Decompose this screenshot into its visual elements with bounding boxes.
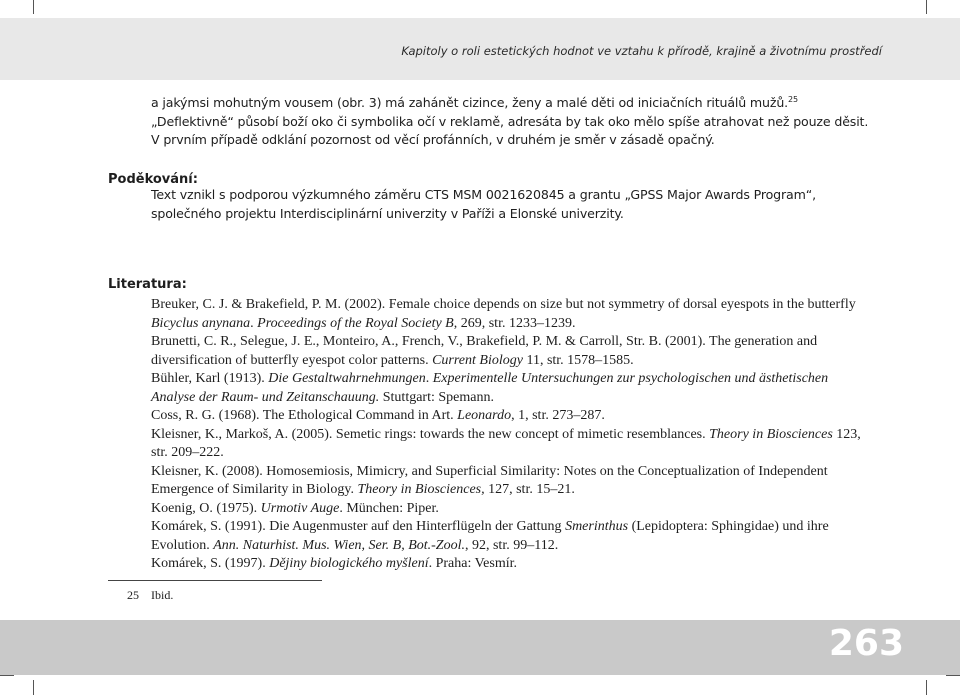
crop-mark	[926, 680, 927, 695]
reference-item: Kleisner, K. (2008). Homosemiosis, Mimicry, and Superficial Similarity: Notes on the Conceptualization of Independent Emergence of Similarity in Biology. Theory in Biosciences, 127, str. 15–21.	[151, 463, 828, 497]
footnote-ref: 25	[788, 94, 798, 104]
footnote	[127, 588, 173, 603]
crop-mark	[926, 0, 927, 14]
reference-list	[151, 296, 869, 574]
reference-item: Komárek, S. (1997). Dějiny biologického myšlení. Praha: Vesmír.	[151, 556, 518, 571]
intro-text: a jakýmsi mohutným vousem (obr. 3) má zahánět cizince, ženy a malé děti od iniciačních rituálů mužů.	[151, 95, 789, 110]
footnote-number: 25	[127, 588, 139, 602]
reference-item: Koenig, O. (1975). Urmotiv Auge. München: Piper.	[151, 500, 439, 516]
crop-mark	[0, 675, 14, 676]
crop-mark	[33, 680, 34, 695]
reference-item: Brunetti, C. R., Selegue, J. E., Monteiro, A., French, V., Brakefield, P. M. & Carroll, Str. B. (2001). The generation and diversification of butterfly eyespot color patterns. Current Biology 11, str. 1578–1585.	[151, 334, 818, 368]
reference-item: Breuker, C. J. & Brakefield, P. M. (2002). Female choice depends on size but not symmetry of dorsal eyespots in the butterfly Bicyclus anynana. Proceedings of the Royal Society B, 269, str. 1233–1239.	[151, 297, 856, 331]
reference-item: Coss, R. G. (1968). The Ethological Command in Art. Leonardo, 1, str. 273–287.	[151, 408, 605, 423]
page-number: 263	[828, 623, 904, 664]
crop-mark	[946, 675, 960, 676]
footnote-rule	[108, 580, 322, 581]
intro-paragraph	[151, 94, 869, 150]
crop-mark	[33, 0, 34, 14]
literature-heading: Literatura:	[108, 277, 187, 292]
footnote-text: Ibid.	[151, 588, 174, 602]
running-title: Kapitoly o roli estetických hodnot ve vztahu k přírodě, krajině a životnímu prostředí	[401, 44, 882, 58]
intro-text-cont: „Deflektivně“ působí boží oko či symbolika očí v reklamě, adresáta by tak oko mělo spíše atrahovat než pouze děsit. V prvním případě odklání pozornost od věcí profánních, v druhém je směr v zásadě opačný.	[151, 113, 869, 147]
acknowledgement-text: Text vznikl s podporou výzkumného záměru CTS MSM 0021620845 a grantu „GPSS Major Awards Program“, společného projektu Interdisciplinární univerzity v Paříži a Elonské univerzity.	[151, 187, 816, 221]
reference-item: Komárek, S. (1991). Die Augenmuster auf den Hinterflügeln der Gattung Smerinthus (Lepidoptera: Sphingidae) und ihre Evolution. Ann. Naturhist. Mus. Wien, Ser. B, Bot.-Zool., 92, str. 99–112.	[151, 519, 829, 553]
acknowledgement-heading: Poděkování:	[108, 172, 198, 187]
page-band	[0, 620, 960, 675]
reference-item: Kleisner, K., Markoš, A. (2005). Semetic rings: towards the new concept of mimetic resemblances. Theory in Biosciences 123, str. 209–222.	[151, 426, 861, 460]
reference-item: Bühler, Karl (1913). Die Gestaltwahrnehmungen. Experimentelle Untersuchungen zur psychologischen und ästhetischen Analyse der Raum- und Zeitanschauung. Stuttgart: Spemann.	[151, 371, 829, 405]
